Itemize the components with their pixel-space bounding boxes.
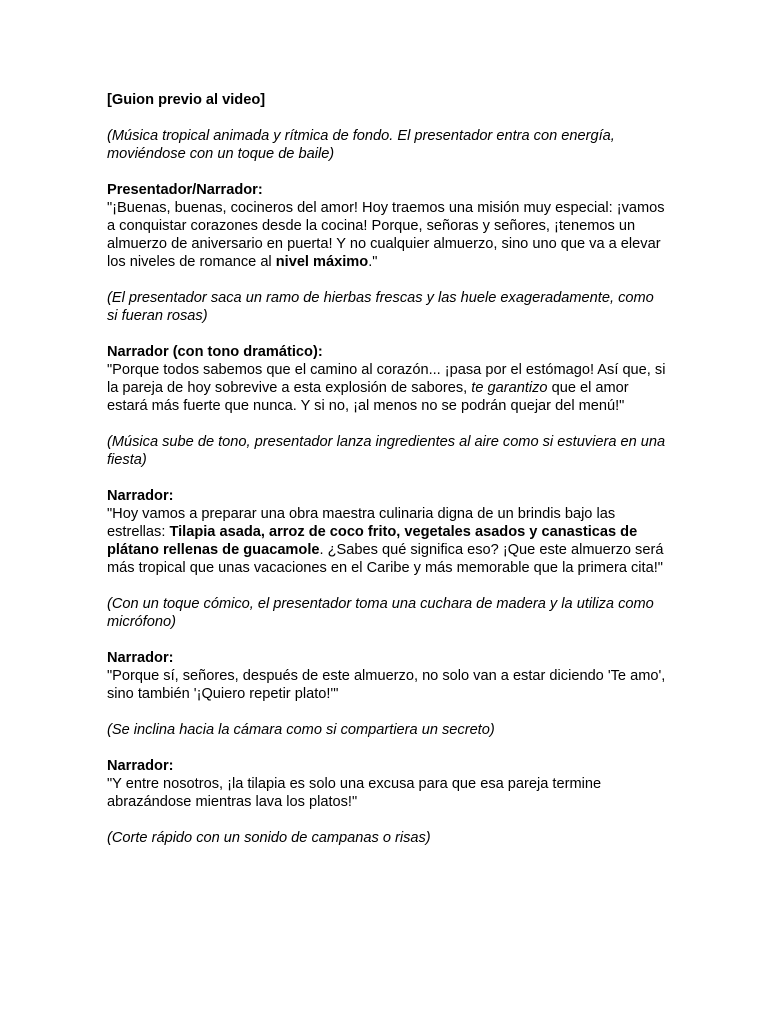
speech-emphasis-bold: nivel máximo bbox=[275, 254, 369, 270]
stage-direction-music: (Música tropical animada y rítmica de fondo. El presentador entra con energía, moviéndose con un toque de baile) bbox=[107, 128, 615, 162]
speech-text bbox=[107, 505, 667, 577]
speech-emphasis-italic: te garantizo bbox=[471, 380, 548, 396]
dialogue-block-4 bbox=[107, 649, 667, 703]
speech-text: "Porque sí, señores, después de este almuerzo, no solo van a estar diciendo 'Te amo', sino también '¡Quiero repetir plato!'" bbox=[107, 668, 666, 702]
speaker-label: Narrador: bbox=[107, 488, 174, 504]
speech-emphasis-bold: Tilapia asada, arroz de coco frito, vegetales asados y canasticas de plátano rellenas de guacamole bbox=[107, 524, 638, 558]
speech-text bbox=[107, 199, 667, 271]
stage-direction-cut: (Corte rápido con un sonido de campanas o risas) bbox=[107, 830, 431, 846]
dialogue-block-2 bbox=[107, 343, 667, 415]
speech-text bbox=[107, 361, 667, 415]
speech-text-part: que el amor estará más fuerte que nunca. Y si no, ¡al menos no se podrán quejar del menú!" bbox=[107, 380, 629, 414]
script-document bbox=[107, 91, 667, 865]
stage-direction-secret: (Se inclina hacia la cámara como si compartiera un secreto) bbox=[107, 722, 495, 738]
speech-text-part: "Hoy vamos a preparar una obra maestra culinaria digna de un brindis bajo las estrellas: bbox=[107, 506, 616, 540]
speaker-label: Narrador: bbox=[107, 650, 174, 666]
stage-direction-ingredients: (Música sube de tono, presentador lanza ingredientes al aire como si estuviera en una fiesta) bbox=[107, 434, 666, 468]
dialogue-block-3 bbox=[107, 487, 667, 577]
speech-text-part: "¡Buenas, buenas, cocineros del amor! Hoy traemos una misión muy especial: ¡vamos a conquistar corazones desde la cocina! Porque, señoras y señores, ¡tenemos un almuerzo de aniversario en puerta! Y no cualquier almuerzo, sino uno que va a elevar los niveles de romance al bbox=[107, 200, 665, 270]
speaker-label: Narrador: bbox=[107, 758, 174, 774]
speech-text: "Y entre nosotros, ¡la tilapia es solo una excusa para que esa pareja termine abrazándose mientras lava los platos!" bbox=[107, 776, 602, 810]
speech-text-part: "Porque todos sabemos que el camino al corazón... ¡pasa por el estómago! Así que, si la pareja de hoy sobrevive a esta explosión de sabores, bbox=[107, 362, 666, 396]
stage-direction-spoon: (Con un toque cómico, el presentador toma una cuchara de madera y la utiliza como micrófono) bbox=[107, 596, 654, 630]
speech-text-part: ." bbox=[368, 254, 378, 270]
stage-direction-herbs: (El presentador saca un ramo de hierbas frescas y las huele exageradamente, como si fueran rosas) bbox=[107, 290, 654, 324]
document-title: [Guion previo al video] bbox=[107, 92, 266, 108]
dialogue-block-1 bbox=[107, 181, 667, 271]
speaker-label: Narrador (con tono dramático): bbox=[107, 344, 323, 360]
speech-text-part: . ¿Sabes qué significa eso? ¡Que este almuerzo será más tropical que unas vacaciones en el Caribe y más memorable que la primera cita!" bbox=[107, 542, 664, 576]
speaker-label: Presentador/Narrador: bbox=[107, 182, 263, 198]
dialogue-block-5 bbox=[107, 757, 667, 811]
